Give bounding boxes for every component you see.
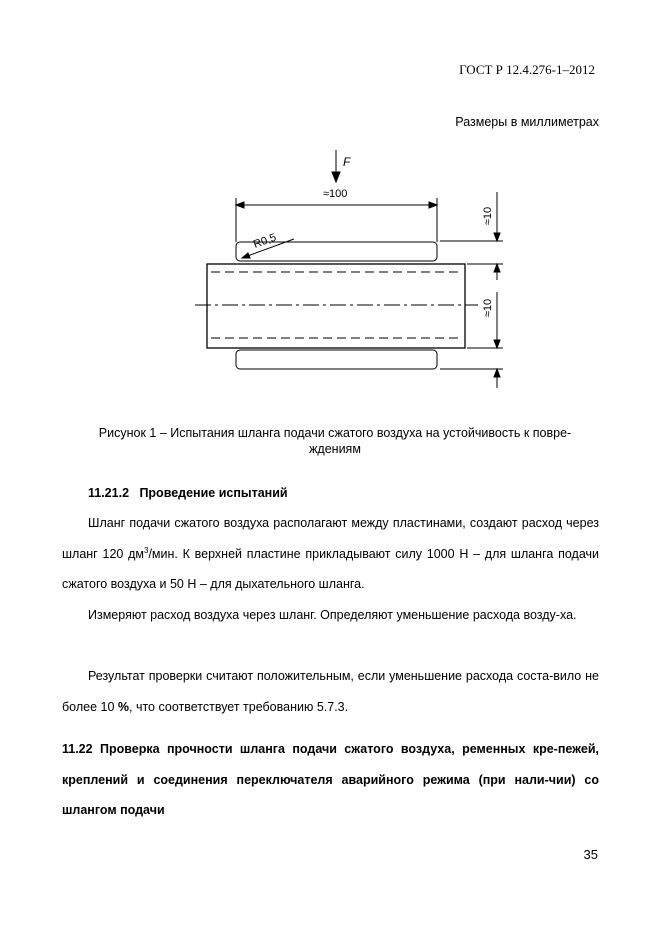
- test-setup-figure: [0, 140, 661, 410]
- paragraph-test-procedure: Шланг подачи сжатого воздуха располагают между пластинами, создают расход через шланг 120 $дм^3$/мин. К верхней пластине прикладывают силу 1000 Н – для шланга подачи сжатого воздуха и 50 Н – для дыхательного шланга.: [62, 516, 599, 591]
- bottom-plate: [236, 350, 437, 369]
- hose: [207, 264, 465, 348]
- section-heading-11-22: 11.22 Проверка прочности шланга подачи сжатого воздуха, ременных кре-пежей, креплений и соединения переключателя аварийного режима (при нали-чии) со шлангом подачи: [62, 742, 599, 817]
- hose-height-label: ≈10: [482, 298, 494, 318]
- page-number: 35: [583, 847, 598, 862]
- section-number: 11.21.2: [88, 486, 130, 500]
- section-title: Проведение испытаний: [139, 486, 288, 500]
- radius-label: R0,5: [251, 231, 278, 251]
- caption-line-2: ждениям: [309, 442, 361, 456]
- section-heading-11-21-2: [88, 486, 288, 500]
- document-code: ГОСТ Р 12.4.276-1–2012: [459, 62, 595, 77]
- paragraph-result: Результат проверки считают положительным, если уменьшение расхода соста-вило не более 10 %, что соответствует требованию 5.7.3.: [62, 669, 599, 714]
- units-note: Размеры в миллиметрах: [455, 115, 599, 129]
- top-height-label: ≈10: [482, 206, 494, 226]
- width-dimension-label: ≈100: [323, 188, 348, 200]
- paragraph-measurement: Измеряют расход воздуха через шланг. Определяют уменьшение расхода возду-ха.: [88, 608, 577, 622]
- force-arrow-head: [332, 172, 340, 182]
- caption-line-1: Рисунок 1 – Испытания шланга подачи сжатого воздуха на устойчивость к повре-: [98, 426, 572, 440]
- force-label: F: [343, 155, 351, 169]
- figure-caption: [70, 425, 600, 457]
